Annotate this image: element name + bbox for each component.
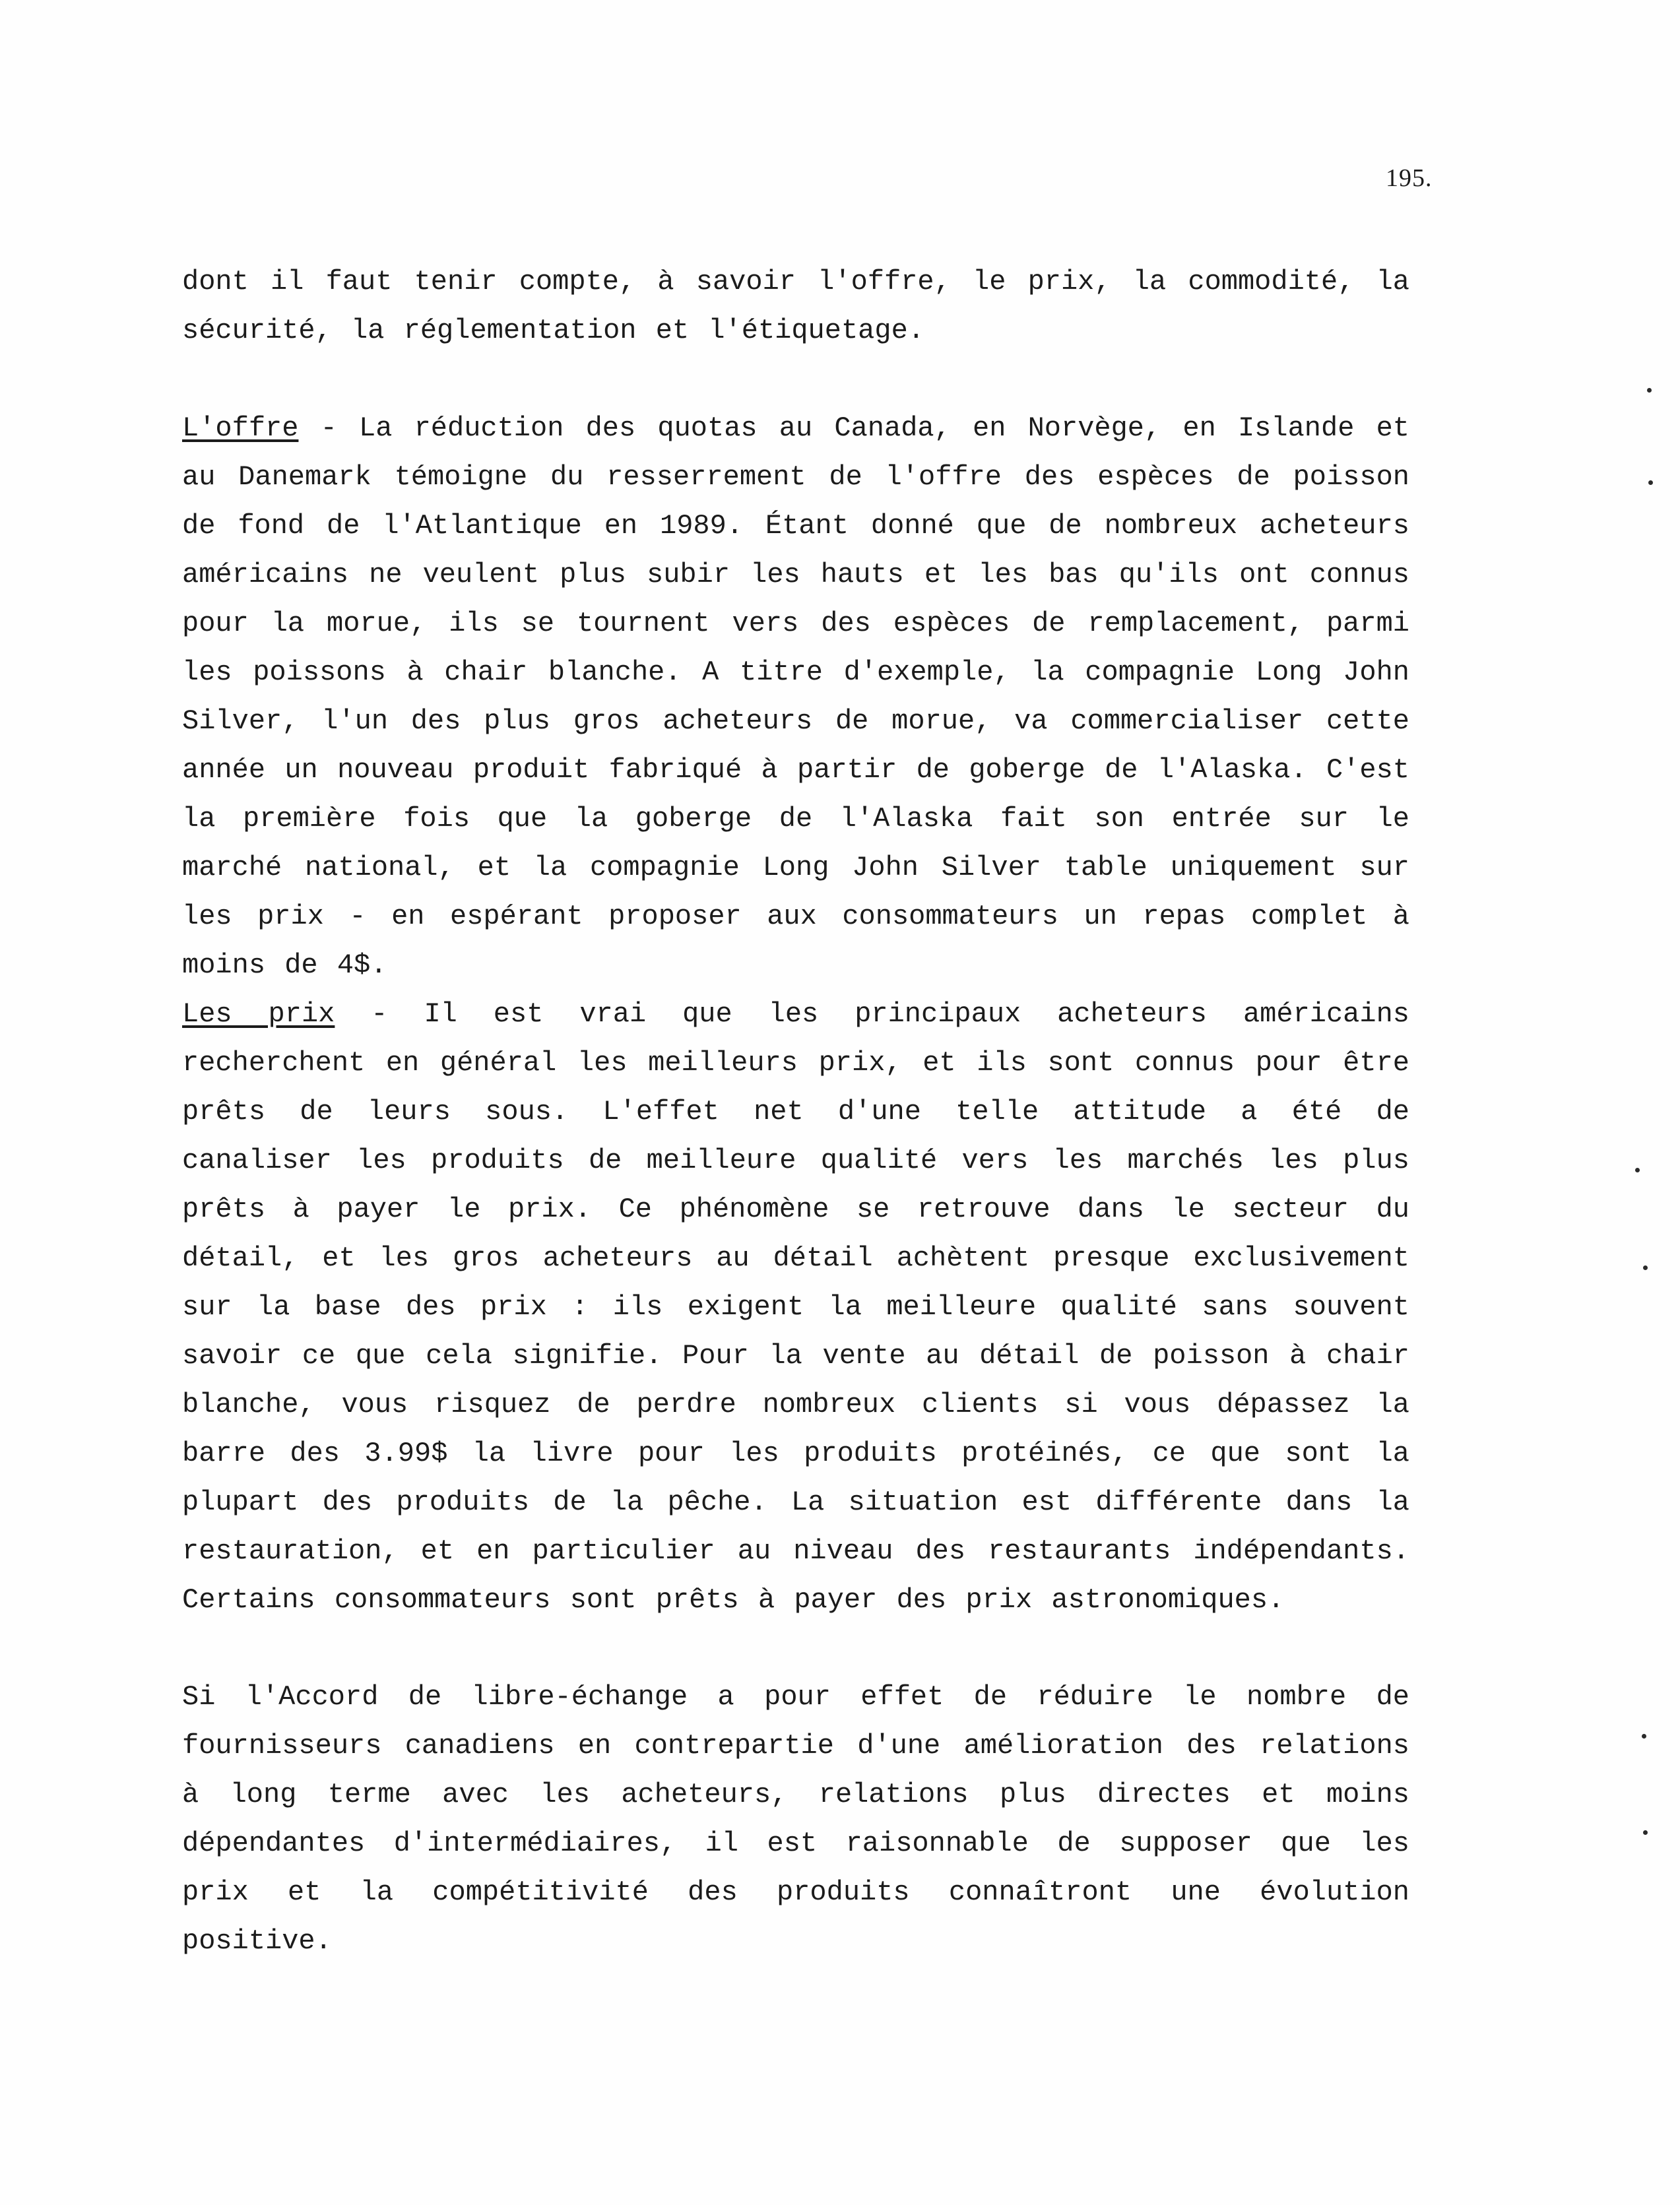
paragraph-offre bbox=[182, 404, 1409, 990]
paragraph-prix bbox=[182, 990, 1409, 1624]
margin-speck bbox=[1643, 1830, 1648, 1835]
paragraph-offre-text: - La réduction des quotas au Canada, en Norvège, en Islande et au Danemark témoigne du resserrement de l'offre des espèces de poisson de fond de l'Atlantique en 1989. Étant donné que de nombreux acheteurs américains ne veulent plus subir les hauts et les bas qu'ils ont connus pour la morue, ils se tournent vers des espèces de remplacement, parmi les poissons à chair blanche. A titre d'exemple, la compagnie Long John Silver, l'un des plus gros acheteurs de morue, va commercialiser cette année un nouveau produit fabriqué à partir de goberge de l'Alaska. C'est la première fois que la goberge de l'Alaska fait son entrée sur le marché national, et la compagnie Long John Silver table uniquement sur les prix - en espérant proposer aux consommateurs un repas complet à moins de 4$. bbox=[182, 412, 1409, 981]
margin-speck bbox=[1643, 1265, 1648, 1270]
page-number: 195. bbox=[1386, 164, 1433, 192]
margin-speck bbox=[1642, 1734, 1646, 1739]
paragraph-intro bbox=[182, 257, 1409, 355]
margin-speck bbox=[1647, 388, 1652, 393]
section-heading-offre: L'offre bbox=[182, 412, 299, 444]
margin-speck bbox=[1635, 1168, 1640, 1172]
margin-speck bbox=[1648, 480, 1653, 485]
paragraph-prix-text: - Il est vrai que les principaux acheteurs américains recherchent en général les meilleurs prix, et ils sont connus pour être prêts de leurs sous. L'effet net d'une telle attitude a été de canaliser les produits de meilleure qualité vers les marchés les plus prêts à payer le prix. Ce phénomène se retrouve dans le secteur du détail, et les gros acheteurs au détail achètent presque exclusivement sur la base des prix : ils exigent la meilleure qualité sans souvent savoir ce que cela signifie. Pour la vente au détail de poisson à chair blanche, vous risquez de perdre nombreux clients si vous dépassez la barre des 3.99$ la livre pour les produits protéinés, ce que sont la plupart des produits de la pêche. La situation est différente dans la restauration, et en particulier au niveau des restaurants indépendants. Certains consommateurs sont prêts à payer des prix astronomiques. bbox=[182, 998, 1409, 1616]
paragraph-intro-text: dont il faut tenir compte, à savoir l'offre, le prix, la commodité, la sécurité, la réglementation et l'étiquetage. bbox=[182, 266, 1409, 346]
paragraph-libre-echange bbox=[182, 1673, 1409, 1965]
paragraph-libre-echange-text: Si l'Accord de libre-échange a pour effet de réduire le nombre de fournisseurs canadiens en contrepartie d'une amélioration des relations à long terme avec les acheteurs, relations plus directes et moins dépendantes d'intermédiaires, il est raisonnable de supposer que les prix et la compétitivité des produits connaîtront une évolution positive. bbox=[182, 1681, 1409, 1957]
section-heading-prix: Les prix bbox=[182, 998, 335, 1030]
